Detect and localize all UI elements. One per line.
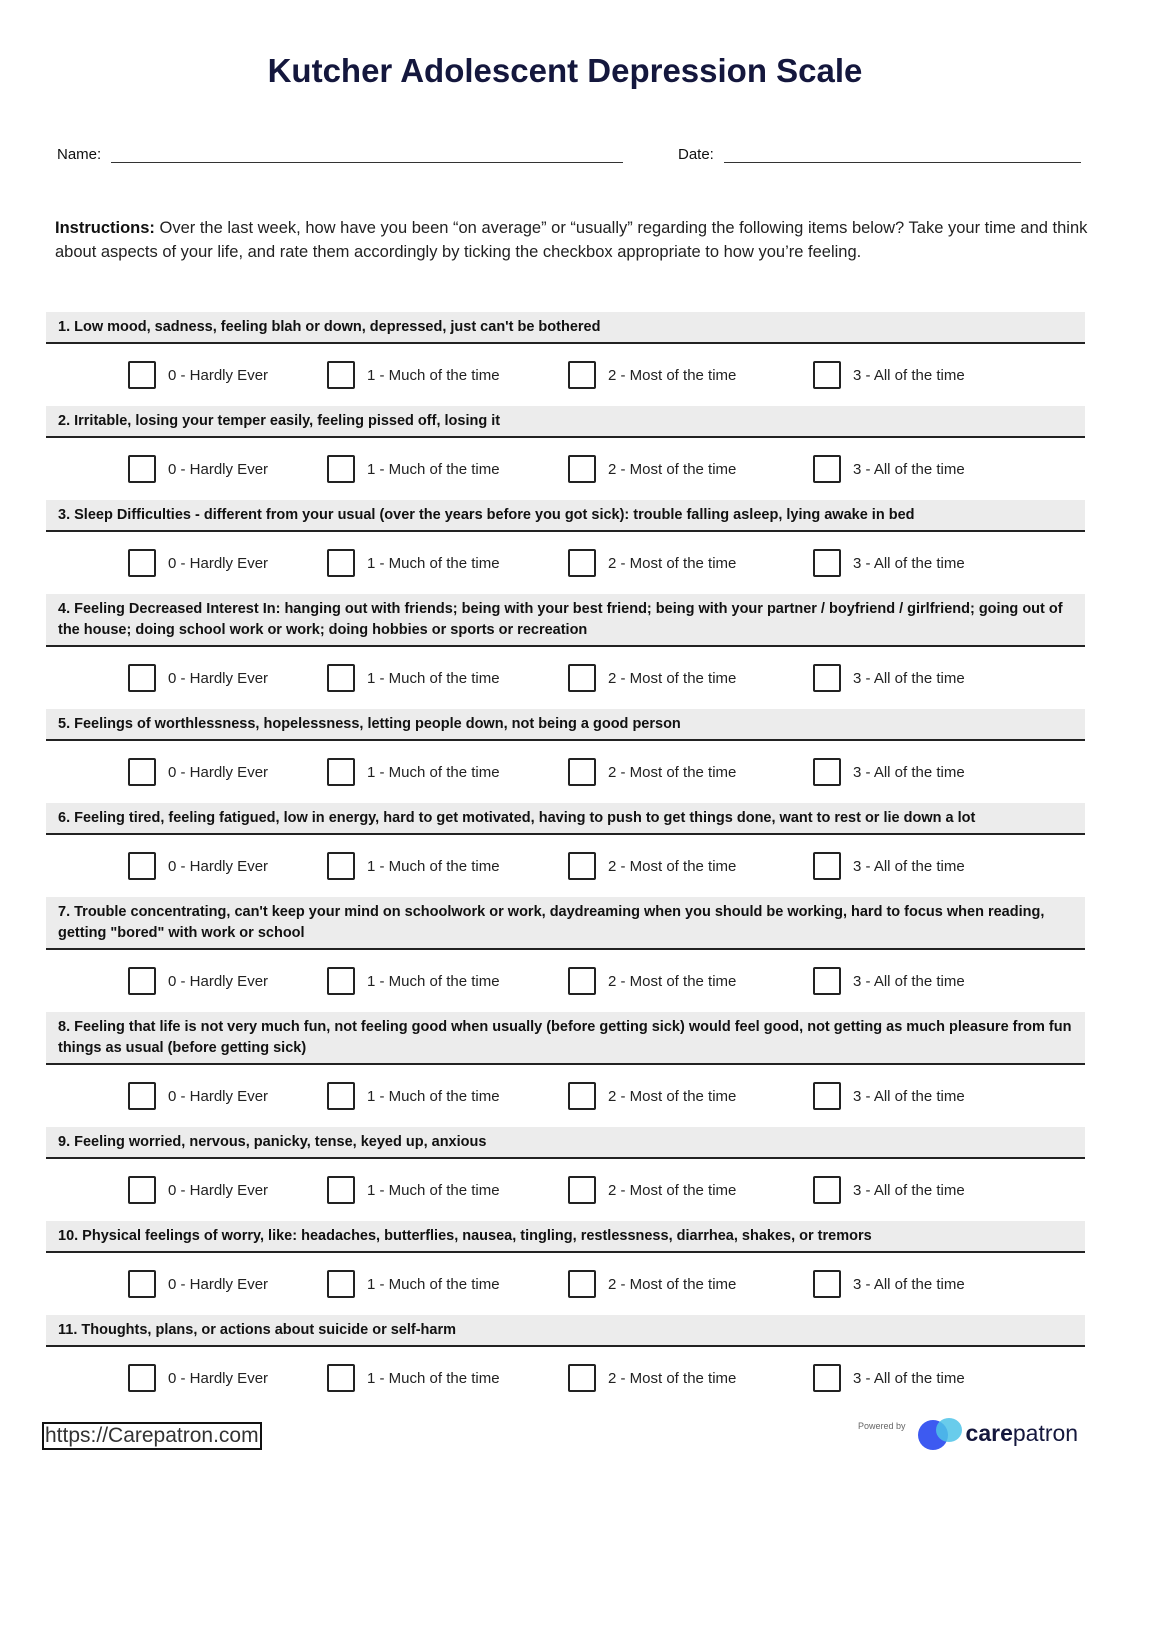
checkbox[interactable] [813,549,841,577]
answer-option-3[interactable] [813,1270,965,1298]
option-label: 3 - All of the time [853,972,965,990]
checkbox[interactable] [128,758,156,786]
question-heading: 2. Irritable, losing your temper easily, feeling pissed off, losing it [46,406,1085,438]
date-field[interactable] [678,146,1081,163]
answer-option-1[interactable] [327,455,500,483]
answer-option-3[interactable] [813,1364,965,1392]
checkbox[interactable] [813,1364,841,1392]
checkbox[interactable] [128,455,156,483]
answer-options [46,1065,1085,1127]
checkbox[interactable] [128,967,156,995]
answer-option-0[interactable] [128,1176,268,1204]
answer-option-2[interactable] [568,967,736,995]
checkbox[interactable] [327,361,355,389]
answer-option-2[interactable] [568,1082,736,1110]
answer-option-0[interactable] [128,1364,268,1392]
option-label: 0 - Hardly Ever [168,857,269,875]
answer-option-1[interactable] [327,967,500,995]
answer-option-3[interactable] [813,664,965,692]
option-label: 1 - Much of the time [367,1181,500,1199]
brand-bold: care [965,1419,1013,1446]
question-heading: 8. Feeling that life is not very much fun, not feeling good when usually (before getting sick) would feel good, not getting as much pleasure from fun things as usual (before getting sick) [46,1012,1085,1065]
answer-option-2[interactable] [568,1176,736,1204]
option-label: 0 - Hardly Ever [168,763,269,781]
answer-option-2[interactable] [568,1364,736,1392]
answer-option-1[interactable] [327,1270,500,1298]
answer-options [46,344,1085,406]
checkbox[interactable] [813,852,841,880]
checkbox[interactable] [568,361,596,389]
checkbox[interactable] [128,1082,156,1110]
answer-option-2[interactable] [568,758,736,786]
question-heading: 11. Thoughts, plans, or actions about suicide or self-harm [46,1315,1085,1347]
option-label: 3 - All of the time [853,857,965,875]
answer-options [46,835,1085,897]
checkbox[interactable] [568,1082,596,1110]
option-label: 1 - Much of the time [367,460,500,478]
checkbox[interactable] [568,664,596,692]
question-heading: 9. Feeling worried, nervous, panicky, tense, keyed up, anxious [46,1127,1085,1159]
option-label: 0 - Hardly Ever [168,972,269,990]
answer-option-3[interactable] [813,967,965,995]
checkbox[interactable] [813,455,841,483]
option-label: 3 - All of the time [853,1275,965,1293]
option-label: 2 - Most of the time [608,857,737,875]
checkbox[interactable] [568,967,596,995]
checkbox[interactable] [128,549,156,577]
answer-option-3[interactable] [813,1176,965,1204]
checkbox[interactable] [327,852,355,880]
answer-option-0[interactable] [128,549,268,577]
option-label: 0 - Hardly Ever [168,1369,269,1387]
answer-options [46,438,1085,500]
checkbox[interactable] [568,455,596,483]
option-label: 2 - Most of the time [608,972,737,990]
question-heading: 3. Sleep Difficulties - different from your usual (over the years before you got sick): trouble falling asleep, lying awake in bed [46,500,1085,532]
instructions-text: Over the last week, how have you been “on average” or “usually” regarding the following items below? Take your time and think about aspects of your life, and rate them accordingly by ticking the checkbox appropriate to how you’re feeling. [55,219,1088,261]
checkbox[interactable] [128,1270,156,1298]
answer-option-3[interactable] [813,455,965,483]
checkbox[interactable] [327,1082,355,1110]
option-label: 0 - Hardly Ever [168,1087,269,1105]
name-label: Name: [57,146,102,163]
question-heading: 5. Feelings of worthlessness, hopelessness, letting people down, not being a good person [46,709,1085,741]
checkbox[interactable] [813,1082,841,1110]
option-label: 3 - All of the time [853,460,965,478]
answer-option-2[interactable] [568,1270,736,1298]
checkbox[interactable] [813,967,841,995]
option-label: 2 - Most of the time [608,1369,737,1387]
question-heading: 1. Low mood, sadness, feeling blah or down, depressed, just can't be bothered [46,312,1085,344]
checkbox[interactable] [813,361,841,389]
question-heading: 10. Physical feelings of worry, like: headaches, butterflies, nausea, tingling, restlessness, diarrhea, shakes, or tremors [46,1221,1085,1253]
instructions [55,216,1095,264]
option-label: 2 - Most of the time [608,366,737,384]
name-line[interactable] [111,149,623,163]
answer-options [46,1253,1085,1315]
checkbox[interactable] [813,758,841,786]
checkbox[interactable] [327,549,355,577]
option-label: 2 - Most of the time [608,669,737,687]
answer-option-1[interactable] [327,549,500,577]
answer-option-1[interactable] [327,1176,500,1204]
answer-options [46,950,1085,1012]
option-label: 1 - Much of the time [367,554,500,572]
question-heading: 6. Feeling tired, feeling fatigued, low in energy, hard to get motivated, having to push to get things done, want to rest or lie down a lot [46,803,1085,835]
option-label: 0 - Hardly Ever [168,1181,269,1199]
checkbox[interactable] [568,758,596,786]
option-label: 1 - Much of the time [367,1087,500,1105]
date-label: Date: [678,146,714,163]
checkbox[interactable] [568,1364,596,1392]
answer-option-1[interactable] [327,852,500,880]
question-list [46,312,1085,1409]
option-label: 2 - Most of the time [608,554,737,572]
brand-rest: patron [1012,1419,1079,1446]
option-label: 1 - Much of the time [367,763,500,781]
name-field[interactable] [57,146,623,163]
answer-option-2[interactable] [568,664,736,692]
option-label: 0 - Hardly Ever [168,1275,269,1293]
option-label: 2 - Most of the time [608,763,737,781]
answer-option-3[interactable] [813,758,965,786]
option-label: 3 - All of the time [853,1181,965,1199]
option-label: 2 - Most of the time [608,1087,737,1105]
option-label: 1 - Much of the time [367,366,500,384]
option-label: 1 - Much of the time [367,669,500,687]
option-label: 2 - Most of the time [608,1181,737,1199]
answer-option-1[interactable] [327,758,500,786]
checkbox[interactable] [568,1270,596,1298]
answer-options [46,532,1085,594]
option-label: 0 - Hardly Ever [168,669,269,687]
option-label: 0 - Hardly Ever [168,554,269,572]
option-label: 3 - All of the time [853,554,965,572]
checkbox[interactable] [128,1364,156,1392]
answer-option-1[interactable] [327,361,500,389]
answer-options [46,741,1085,803]
answer-option-3[interactable] [813,1082,965,1110]
checkbox[interactable] [813,1270,841,1298]
answer-option-2[interactable] [568,455,736,483]
answer-option-0[interactable] [128,664,268,692]
answer-option-2[interactable] [568,549,736,577]
option-label: 2 - Most of the time [608,1275,737,1293]
option-label: 3 - All of the time [853,1369,965,1387]
answer-options [46,1159,1085,1221]
checkbox[interactable] [568,1176,596,1204]
question-heading: 7. Trouble concentrating, can't keep your mind on schoolwork or work, daydreaming when you should be working, hard to focus when reading, getting "bored" with work or school [46,897,1085,950]
carepatron-link[interactable]: https://Carepatron.com [42,1422,262,1450]
option-label: 1 - Much of the time [367,1369,500,1387]
checkbox[interactable] [327,1270,355,1298]
checkbox[interactable] [128,852,156,880]
checkbox[interactable] [327,1364,355,1392]
date-line[interactable] [724,149,1081,163]
powered-by: Powered by [858,1421,906,1431]
checkbox[interactable] [327,1176,355,1204]
answer-option-2[interactable] [568,361,736,389]
checkbox[interactable] [128,1176,156,1204]
answer-option-1[interactable] [327,1364,500,1392]
answer-option-1[interactable] [327,664,500,692]
checkbox[interactable] [327,455,355,483]
carepatron-logo [858,1418,1078,1448]
answer-option-0[interactable] [128,1082,268,1110]
answer-option-0[interactable] [128,758,268,786]
option-label: 2 - Most of the time [608,460,737,478]
answer-option-3[interactable] [813,361,965,389]
option-label: 3 - All of the time [853,669,965,687]
answer-options [46,1347,1085,1409]
option-label: 0 - Hardly Ever [168,460,269,478]
checkbox[interactable] [568,852,596,880]
option-label: 1 - Much of the time [367,857,500,875]
checkbox[interactable] [128,361,156,389]
option-label: 3 - All of the time [853,366,965,384]
question-heading: 4. Feeling Decreased Interest In: hanging out with friends; being with your best friend; being with your partner / boyfriend / girlfriend; going out of the house; doing school work or work; doing hobbies or sports or recreation [46,594,1085,647]
checkbox[interactable] [568,549,596,577]
option-label: 3 - All of the time [853,1087,965,1105]
answer-option-0[interactable] [128,455,268,483]
page-title: Kutcher Adolescent Depression Scale [267,52,863,89]
option-label: 0 - Hardly Ever [168,366,269,384]
answer-option-0[interactable] [128,361,268,389]
option-label: 3 - All of the time [853,763,965,781]
option-label: 1 - Much of the time [367,1275,500,1293]
checkbox[interactable] [813,664,841,692]
checkbox[interactable] [327,758,355,786]
answer-option-3[interactable] [813,852,965,880]
answer-option-0[interactable] [128,1270,268,1298]
instructions-label: Instructions: [55,219,155,237]
answer-option-0[interactable] [128,852,268,880]
answer-option-3[interactable] [813,549,965,577]
answer-option-1[interactable] [327,1082,500,1110]
checkbox[interactable] [327,664,355,692]
checkbox[interactable] [327,967,355,995]
carepatron-logo-icon [916,1418,962,1448]
checkbox[interactable] [813,1176,841,1204]
answer-options [46,647,1085,709]
option-label: 1 - Much of the time [367,972,500,990]
answer-option-0[interactable] [128,967,268,995]
checkbox[interactable] [128,664,156,692]
answer-option-2[interactable] [568,852,736,880]
